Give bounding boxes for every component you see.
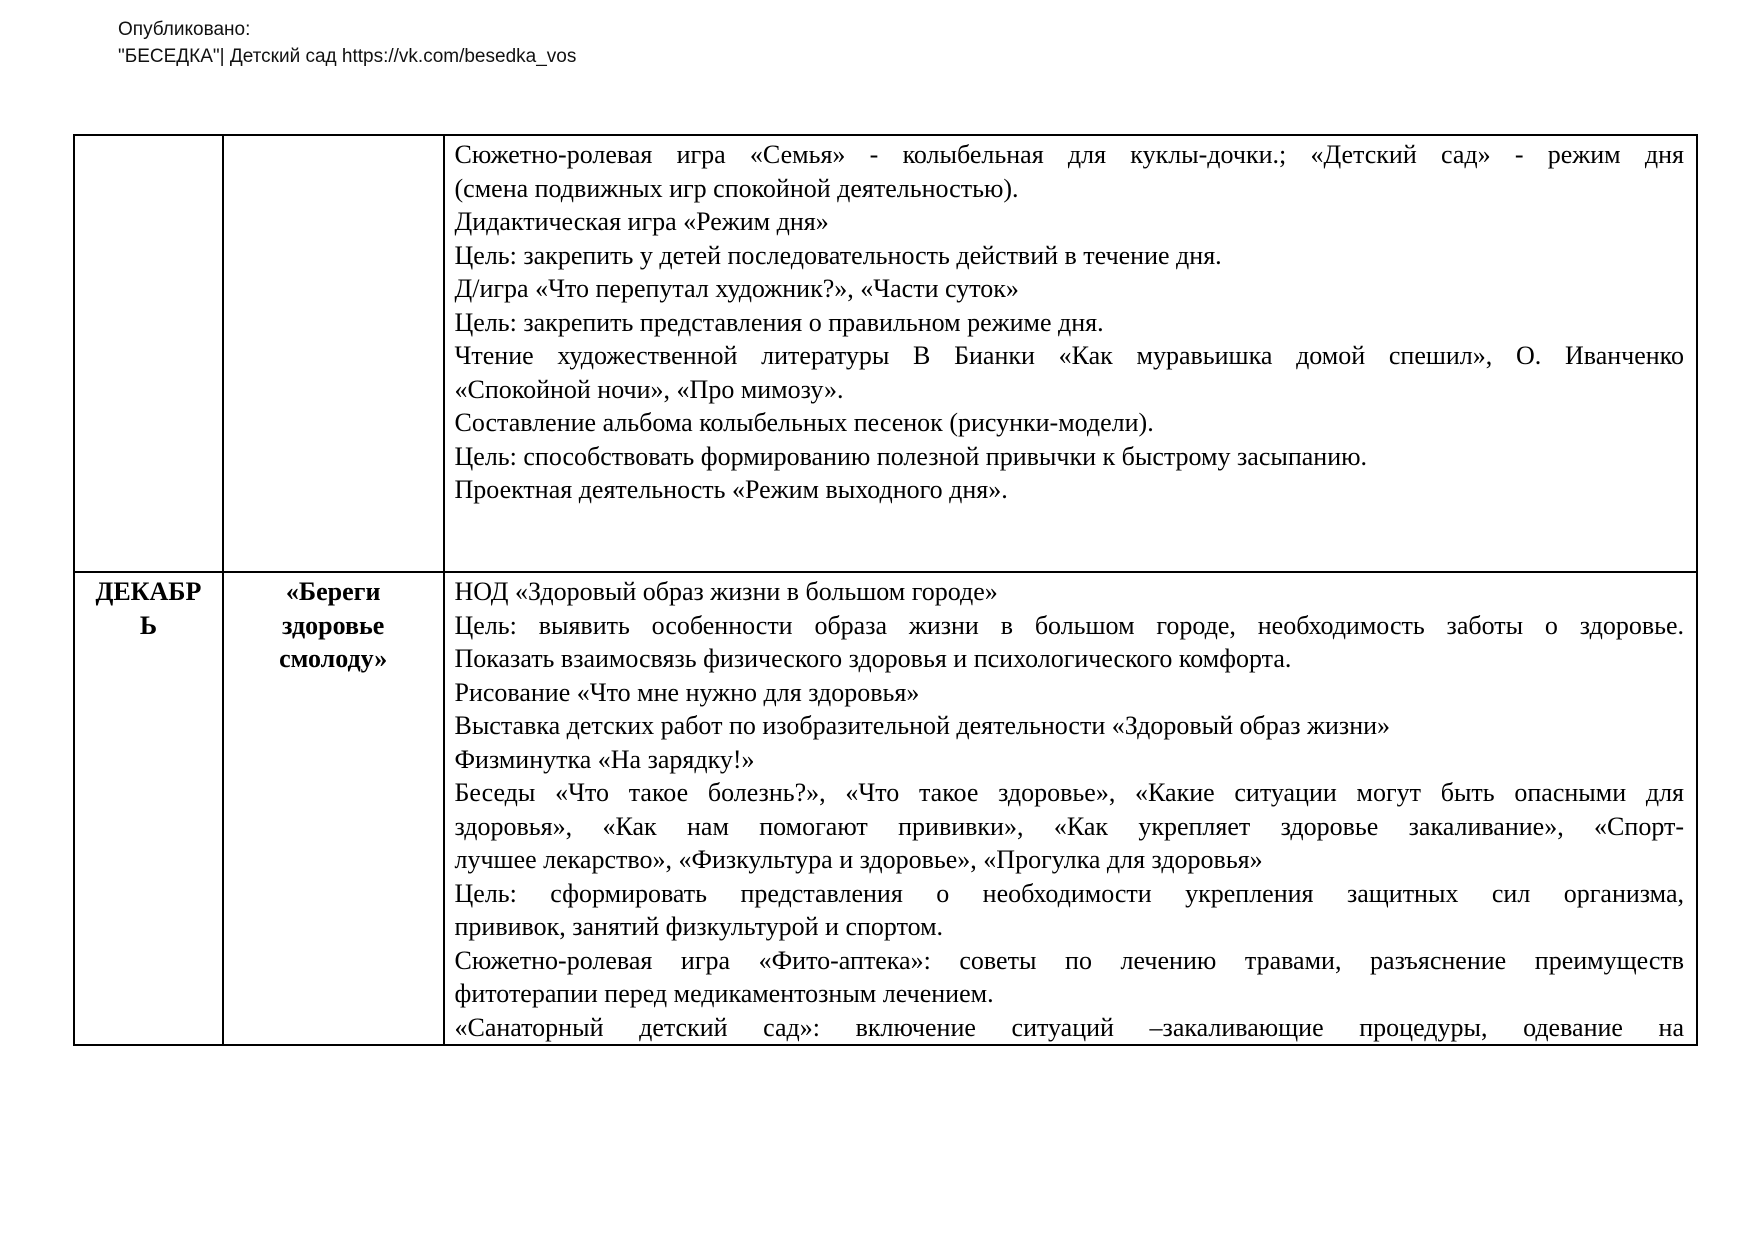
activity-paragraph bbox=[455, 676, 1685, 710]
text-line: (смена подвижных игр спокойной деятельностью). bbox=[454, 173, 1019, 203]
activity-paragraph bbox=[455, 339, 1685, 406]
text-line: НОД «Здоровый образ жизни в большом городе» bbox=[454, 577, 998, 606]
text-line: Цель: закрепить представления о правильном режиме дня. bbox=[454, 307, 1104, 337]
theme-label: смолоду» bbox=[279, 644, 388, 673]
text-line: Цель: закрепить у детей последовательность действий в течение дня. bbox=[454, 240, 1222, 270]
content-cell bbox=[444, 135, 1698, 572]
text-line: Физминутка «На зарядку!» bbox=[454, 744, 755, 774]
activity-paragraph bbox=[455, 440, 1685, 474]
activity-paragraph bbox=[455, 1011, 1685, 1045]
text-line: Цель: способствовать формированию полезной привычки к быстрому засыпанию. bbox=[454, 441, 1368, 471]
text-line: Цель: выявить особенности образа жизни в большом городе, необходимость заботы о здоровье. bbox=[454, 610, 1684, 640]
activity-paragraph bbox=[455, 205, 1685, 239]
plan-table bbox=[73, 134, 1698, 1046]
month-cell bbox=[74, 135, 223, 572]
text-line: прививок, занятий физкультурой и спортом. bbox=[454, 912, 944, 941]
activity-paragraph bbox=[455, 944, 1685, 1011]
published-header bbox=[118, 16, 576, 70]
activity-paragraph bbox=[455, 877, 1685, 944]
text-line: «Санаторный детский сад»: включение ситуаций –закаливающие процедуры, одевание на bbox=[454, 1012, 1684, 1042]
activity-paragraph bbox=[455, 743, 1685, 777]
text-line: фитотерапии перед медикаментозным лечением. bbox=[454, 979, 994, 1008]
text-line: Проектная деятельность «Режим выходного дня». bbox=[454, 475, 1008, 504]
text-line: Выставка детских работ по изобразительной деятельности «Здоровый образ жизни» bbox=[454, 711, 1391, 740]
content-cell bbox=[444, 572, 1698, 1045]
text-line: Составление альбома колыбельных песенок (рисунки-модели). bbox=[454, 408, 1154, 437]
activity-paragraph bbox=[455, 406, 1685, 440]
published-label: Опубликовано: bbox=[118, 19, 251, 40]
activity-paragraph bbox=[455, 138, 1685, 205]
text-line: Рисование «Что мне нужно для здоровья» bbox=[454, 677, 920, 707]
month-label: ДЕКАБР bbox=[95, 577, 202, 606]
activity-paragraph bbox=[455, 609, 1685, 676]
text-line: Показать взаимосвязь физического здоровья и психологического комфорта. bbox=[454, 644, 1292, 673]
activity-paragraph bbox=[455, 239, 1685, 273]
text-line: Цель: сформировать представления о необходимости укрепления защитных сил организма, bbox=[454, 878, 1684, 908]
theme-cell bbox=[223, 572, 444, 1045]
text-line: Сюжетно-ролевая игра «Фито-аптека»: советы по лечению травами, разъяснение преимуществ bbox=[454, 945, 1684, 975]
text-line: Д/игра «Что перепутал художник?», «Части суток» bbox=[454, 274, 1019, 303]
text-line: Дидактическая игра «Режим дня» bbox=[454, 207, 829, 236]
activity-paragraph bbox=[455, 473, 1685, 507]
theme-cell bbox=[223, 135, 444, 572]
table-row bbox=[74, 135, 1697, 572]
activity-paragraph bbox=[455, 575, 1685, 609]
month-label: Ь bbox=[139, 610, 158, 640]
theme-label: «Береги bbox=[285, 577, 381, 606]
month-cell bbox=[74, 572, 223, 1045]
activity-paragraph bbox=[455, 272, 1685, 306]
activity-paragraph bbox=[455, 709, 1685, 743]
activity-paragraph bbox=[455, 306, 1685, 340]
text-line: лучшее лекарство», «Физкультура и здоровье», «Прогулка для здоровья» bbox=[454, 845, 1263, 874]
text-line: Сюжетно-ролевая игра «Семья» - колыбельная для куклы-дочки.; «Детский сад» - режим дня bbox=[454, 140, 1684, 169]
published-source: "БЕСЕДКА"| Детский сад https://vk.com/besedka_vos bbox=[118, 46, 577, 67]
text-line: «Спокойной ночи», «Про мимозу». bbox=[454, 374, 844, 404]
activity-paragraph bbox=[455, 776, 1685, 877]
text-line: Чтение художественной литературы В Бианки «Как муравьишка домой спешил», О. Иванченко bbox=[454, 341, 1684, 370]
table-row bbox=[74, 572, 1697, 1045]
text-line: Беседы «Что такое болезнь?», «Что такое здоровье», «Какие ситуации могут быть опасными для bbox=[454, 778, 1684, 807]
text-line: здоровья», «Как нам помогают прививки», «Как укрепляет здоровье закаливание», «Спорт- bbox=[454, 811, 1684, 841]
theme-label: здоровье bbox=[282, 610, 385, 640]
